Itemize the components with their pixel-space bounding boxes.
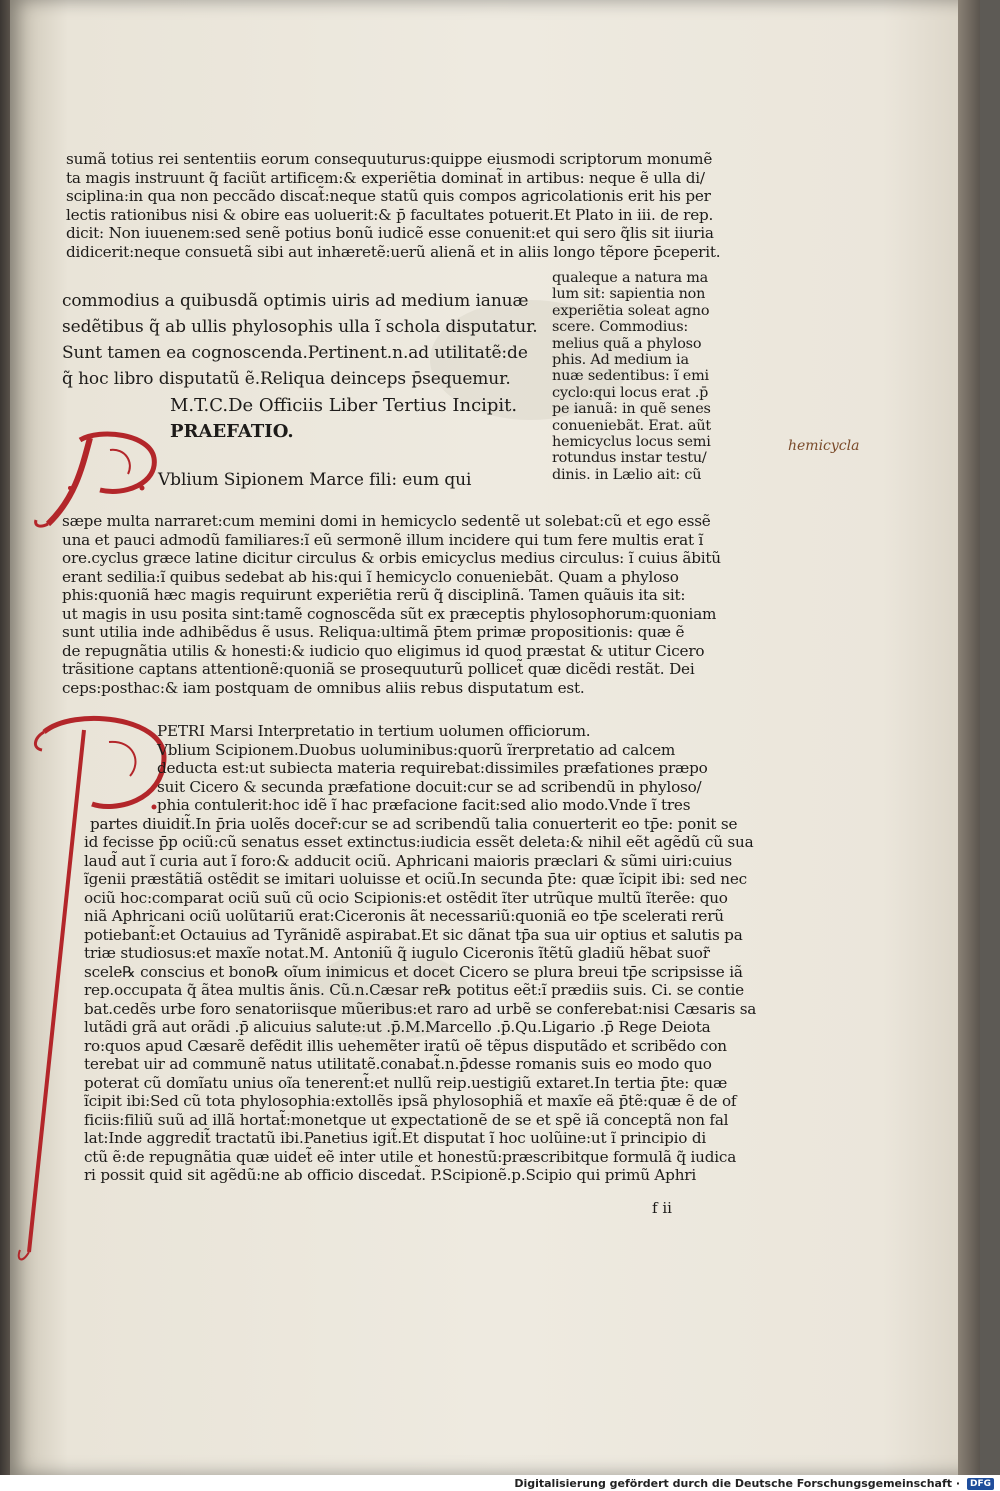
dfg-logo: DFG [967, 1478, 994, 1490]
book-title: M.T.C.De Officiis Liber Tertius Incipit. [170, 395, 518, 416]
commentary-line: laud̃ aut ĩ curia aut ĩ foro:& adducit ociũ. Aphricani maioris præclari & sũmi uiri:cuius [84, 851, 733, 870]
commentary-line: sciplina:in qua non peccãdo discat̃:neque statũ quis compos agricolationis erit his per [66, 187, 711, 205]
commentary-line: ta magis instruunt q̃ faciũt artificem:& experiẽtia dominat̃ in artibus: neque ẽ ulla di/ [66, 168, 705, 187]
commentary-line: didicerit:neque consuetã sibi aut inhæretẽ:uerũ alienã et in aliis longo tẽpore p̄ceperit. [66, 242, 721, 261]
commentary-line: deducta est:ut subiecta materia requirebat:dissimiles præfationes præpo [157, 759, 708, 777]
commentary-line: rep.occupata q̃ ãtea multis ãnis. Cũ.n.Cæsar re℞ potitus eẽt:ĩ prædiis suis. Ci. se contie [84, 981, 744, 999]
main-text-line: commodius a quibusdã optimis uiris ad medium ianuæ [62, 291, 529, 311]
commentary-line: ctũ ẽ:de repugnãtia quæ uidet̃ eẽ inter utile et honestũ:præscribitque formulã q̃ iudica [84, 1147, 737, 1166]
commentary-middle [62, 512, 721, 697]
commentary-line: ĩcipit ibi:Sed cũ tota phylosophia:extollẽs ipsã phylosophiã et maxĩe eã p̄tẽ:quæ ẽ de of [84, 1092, 737, 1110]
sidenote-line: phis. Ad medium ia [552, 352, 689, 369]
commentary-line: poterat cũ domĩatu unius oĩa tenerent̃:et nullũ reip.uestigiũ extaret.In tertia p̄te: quæ [84, 1073, 728, 1092]
sidenote-line: dinis. in Lælio ait: cũ [552, 466, 702, 483]
commentary-line: erant sedilia:ĩ quibus sedebat ab his:qui ĩ hemicyclo conueniebãt. Quam a phyloso [62, 567, 679, 586]
commentary-line: Vblium Scipionem.Duobus uoluminibus:quorũ ĩrerpretatio ad calcem [157, 740, 676, 759]
sidenote-line: experiẽtia soleat agno [552, 302, 710, 319]
footer-credit: Digitalisierung gefördert durch die Deutsche Forschungsgemeinschaft · [514, 1477, 960, 1490]
commentary-line: potiebant̃:et Octauius ad Tyrãnidẽ aspirabat.Et sic dãnat tp̄a sua uir optius et salutis pa [84, 925, 743, 944]
commentary-line: terebat uir ad communẽ natus utilitatẽ.conabat̃.n.p̄desse romanis suis eo modo quo [84, 1055, 712, 1073]
commentary-line: trãsitione captans attentionẽ:quoniã se prosequuturũ pollicet̃ quæ dicẽdi restãt. Dei [62, 660, 695, 678]
sidenote-line: nuæ sedentibus: ĩ emi [552, 368, 709, 385]
commentary-line: PETRI Marsi Interpretatio in tertium uolumen officiorum. [157, 722, 591, 740]
commentary-line: ro:quos apud Cæsarẽ defẽdit illis uehemẽter iratũ oẽ tẽpus disputãdo et scribẽdo con [84, 1036, 727, 1055]
commentary-line: sumã totius rei sententiis eorum consequuturus:quippe eiusmodi scriptorum monumẽ [66, 150, 713, 168]
sidenote-line: melius quã a phyloso [552, 335, 702, 352]
sidenote-line: lum sit: sapientia non [552, 286, 706, 303]
commentary-line: triæ studiosus:et maxĩe notat.M. Antoniũ q̃ iugulo Ciceronis ĩtẽtũ gladiũ hẽbat suor̃ [84, 944, 710, 962]
page-fore-edge [958, 0, 980, 1475]
commentary-line: ficiis:filiũ suũ ad illã hortat̃:monetque ut expectationẽ de se et spẽ iã conceptã non fal [84, 1110, 729, 1129]
sidenote-line: conueniebãt. Erat. aũt [552, 417, 712, 434]
main-text-line: Sunt tamen ea cognoscenda.Pertinent.n.ad utilitatẽ:de [62, 343, 528, 363]
commentary-line: ociũ hoc:comparat ociũ suũ cũ ocio Scipionis:et ostẽdit ĩter utrũque multũ ĩterẽe: quo [84, 888, 728, 907]
commentary-line: partes diuidit̃.In p̄ria uolẽs docer̃:cur se ad scribendũ talia conuerterit eo tp̄e: ponit se [90, 814, 738, 833]
commentary-line: lat:Inde aggredit̃ tractatũ ibi.Panetius igit̃.Et disputat ĩ hoc uolũine:ut ĩ principio di [84, 1129, 707, 1147]
signature-mark: f ii [652, 1199, 672, 1217]
main-text [62, 288, 538, 392]
commentary-line: scele℞ conscius et bono℞ oĩum inimicus et docet Cicero se plura breui tp̄e scripsisse iã [84, 962, 743, 981]
sidenote-line: qualeque a natura ma [552, 270, 709, 286]
sidenote-gloss [552, 270, 711, 483]
preface-heading: PRAEFATIO. [170, 421, 294, 442]
commentary-line: niã Aphricani ociũ uolũtariũ erat:Ciceronis ãt necessariũ:quoniã eo tp̄e scelerati rerũ [84, 907, 724, 925]
commentary-top [66, 150, 720, 261]
commentary-line: phia contulerit:hoc idẽ ĩ hac præfacione facit:sed alio modo.Vnde ĩ tres [157, 796, 691, 814]
sidenote-line: pe ianuã: in quẽ senes [552, 401, 711, 418]
commentary-line: ĩgenii præstãtiã ostẽdit se imitari uoluisse et ociũ.In secunda p̄te: quæ ĩcipit ibi: sed nec [84, 870, 747, 888]
commentary-line: una et pauci admodũ familiares:ĩ eũ sermonẽ illum incidere qui tum fere multis erat ĩ [62, 530, 704, 549]
commentary-line: lutãdi grã aut orãdi .p̄ alicuius salute:ut .p̄.M.Marcello .p̄.Qu.Ligario .p̄ Rege Deiota [84, 1018, 711, 1036]
commentary-line: ore.cyclus græce latine dicitur circulus & orbis emicyclus medius circulus: ĩ cuius ãbitũ [62, 549, 721, 567]
footer-bar [0, 1475, 1000, 1491]
commentary-line: sunt utilia inde adhibẽdus ẽ usus. Reliqua:ultimã p̄tem primæ propositionis: quæ ẽ [62, 623, 685, 641]
sidenote-line: hemicyclus locus semi [552, 434, 711, 451]
commentary-line: sæpe multa narraret:cum memini domi in hemicyclo sedentẽ ut solebat:cũ et ego essẽ [62, 512, 711, 530]
commentary-line: ceps:posthac:& iam postquam de omnibus aliis rebus disputatum est. [62, 678, 585, 697]
sidenote-line: rotundus instar testu/ [552, 450, 707, 467]
sidenote-line: cyclo:qui locus erat .p̄ [552, 384, 709, 401]
commentary-line: dicit: Non iuuenem:sed senẽ potius bonũ iudicẽ esse conuenit:et qui sero q̃lis sit iiuria [66, 224, 714, 242]
main-text-line: sedẽtibus q̃ ab ullis phylosophis ulla ĩ schola disputatur. [62, 317, 538, 337]
sidenote-line: scere. Commodius: [552, 319, 689, 336]
margin-annotation: hemicycla [788, 438, 860, 454]
commentary-line: lectis rationibus nisi & obire eas uoluerit:& p̄ facultates potuerit.Et Plato in iii. de rep. [66, 205, 714, 224]
commentary-line: id fecisse p̄p ociũ:cũ senatus esset extinctus:iudicia essẽt deleta:& nihil eẽt agẽdũ cũ sua [84, 833, 754, 851]
commentary-bottom [62, 722, 756, 1185]
commentary-line: de repugnãtia utilis & honesti:& iudicio quo eligimus id quod præstat & utitur Cicero [62, 641, 705, 660]
commentary-line: phis:quoniã hæc magis requirunt experiẽtia rerũ q̃ disciplinã. Tamen quãuis ita sit: [62, 586, 686, 604]
main-text-line: q̃ hoc libro disputatũ ẽ.Reliqua deinceps p̄sequemur. [62, 369, 511, 389]
opening-line: Vblium Sipionem Marce fili: eum qui [158, 470, 472, 490]
commentary-line: ut magis in usu posita sint:tamẽ cognoscẽda sũt ex præceptis phylosophorum:quoniam [62, 604, 717, 623]
commentary-line: bat.cedẽs urbe foro senatoriisque mũeribus:et raro ad urbẽ se conferebat:nisi Cæsaris sa [84, 999, 757, 1018]
commentary-line: ri possit quid sit agẽdũ:ne ab officio discedat̃. P.Scipionẽ.p.Scipio qui primũ Aphri [84, 1166, 696, 1184]
commentary-line: suit Cicero & secunda præfatione docuit:cur se ad scribendũ in phyloso/ [157, 777, 702, 796]
